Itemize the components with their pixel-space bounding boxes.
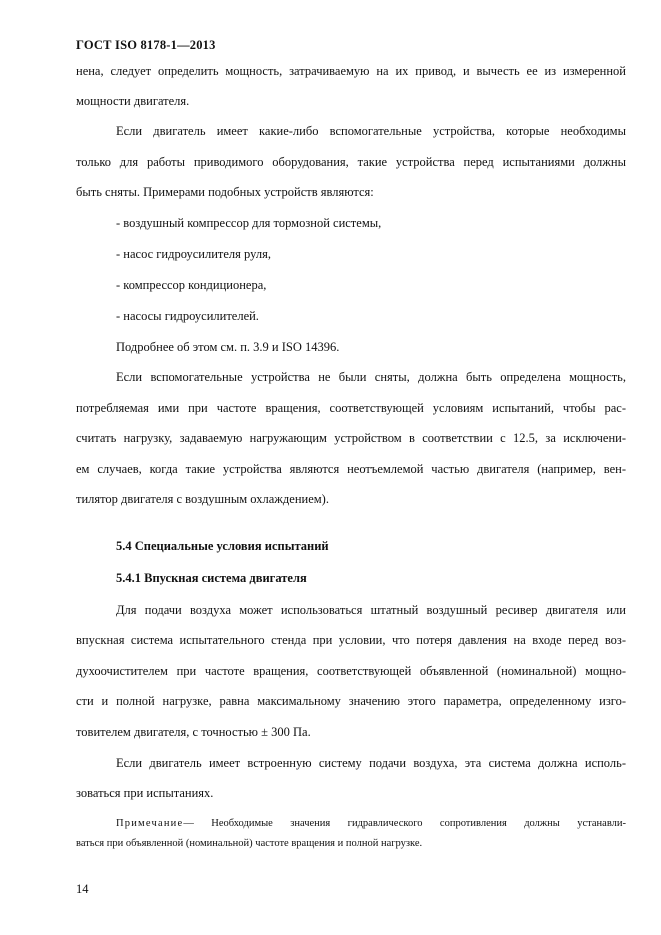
paragraph-line: мощности двигателя. [76, 94, 190, 108]
paragraph-line: быть сняты. Примерами подобных устройств являются: [76, 185, 374, 199]
paragraph-line: Если двигатель имеет встроенную систему подачи воздуха, эта система должна исполь- [116, 756, 626, 770]
paragraph-line: считать нагрузку, задаваемую нагружающим устройством в соответствии с 12.5, за исключени- [76, 431, 626, 445]
paragraph-line: нена, следует определить мощность, затрачиваемую на их привод, и вычесть ее из измеренной [76, 64, 626, 78]
paragraph-line: ем случаев, когда такие устройства являются неотъемлемой частью двигателя (например, вен- [76, 462, 626, 476]
subsection-heading: 5.4.1 Впускная система двигателя [116, 571, 307, 585]
paragraph-line: Если вспомогательные устройства не были сняты, должна быть определена мощность, [116, 370, 626, 384]
note-line [116, 818, 626, 829]
paragraph-line: Для подачи воздуха может использоваться штатный воздушный ресивер двигателя или [116, 603, 626, 617]
paragraph-line: потребляемая ими при частоте вращения, соответствующей условиям испытаний, чтобы рас- [76, 401, 626, 415]
note-dash: — [183, 818, 194, 829]
list-item: - компрессор кондиционера, [116, 278, 267, 292]
note-text: Необходимые значения гидравлического сопротивления должны устанавли- [193, 818, 626, 829]
list-item: - насосы гидроусилителей. [116, 309, 259, 323]
note-line: ваться при объявленной (номинальной) частоте вращения и полной нагрузке. [76, 838, 423, 849]
paragraph-line: сти и полной нагрузке, равна максимальному значению этого параметра, определенному изго- [76, 694, 626, 708]
list-item: - воздушный компрессор для тормозной системы, [116, 216, 382, 230]
reference-line: Подробнее об этом см. п. 3.9 и ISO 14396. [116, 340, 340, 354]
list-item: - насос гидроусилителя руля, [116, 247, 271, 261]
document-header: ГОСТ ISO 8178-1—2013 [76, 38, 216, 52]
note-label: Примечание [116, 818, 184, 829]
paragraph-line: зоваться при испытаниях. [76, 786, 214, 800]
page-number: 14 [76, 882, 89, 896]
paragraph-line: товителем двигателя, с точностью ± 300 Па. [76, 725, 311, 739]
paragraph-line: впускная система испытательного стенда при условии, что потеря давления на входе перед воз- [76, 633, 626, 647]
paragraph-line: духоочистителем при частоте вращения, соответствующей объявленной (номинальной) мощно- [76, 664, 626, 678]
paragraph-line: только для работы приводимого оборудования, такие устройства перед испытаниями должны [76, 155, 626, 169]
paragraph-line: тилятор двигателя с воздушным охлаждением). [76, 492, 329, 506]
paragraph-line: Если двигатель имеет какие-либо вспомогательные устройства, которые необходимы [116, 124, 626, 138]
section-heading: 5.4 Специальные условия испытаний [116, 539, 329, 553]
